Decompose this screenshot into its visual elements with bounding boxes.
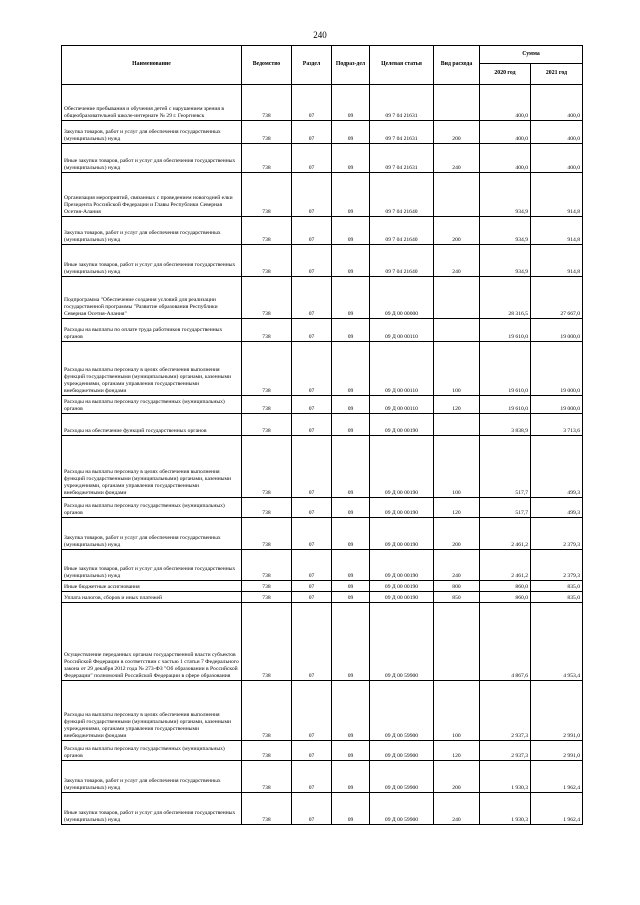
row-name: Закупка товаров, работ и услуг для обеспечения государственных (муниципальных) нужд bbox=[62, 518, 242, 550]
row-subsection: 09 bbox=[332, 277, 370, 319]
header-section: Раздел bbox=[292, 46, 332, 85]
header-expense-type: Вид расхода bbox=[434, 46, 480, 85]
row-name: Расходы на обеспечение функций государственных органов bbox=[62, 414, 242, 436]
row-name: Иные бюджетные ассигнования bbox=[62, 581, 242, 592]
table-row bbox=[62, 396, 583, 414]
header-department: Ведомство bbox=[242, 46, 292, 85]
row-subsection: 09 bbox=[332, 85, 370, 121]
row-expense-type: 240 bbox=[434, 550, 480, 581]
row-amount-2021: 19 000,0 bbox=[531, 319, 583, 342]
row-subsection: 09 bbox=[332, 793, 370, 825]
row-expense-type bbox=[434, 414, 480, 436]
row-expense-type bbox=[434, 319, 480, 342]
row-amount-2021: 1 962,4 bbox=[531, 793, 583, 825]
table-row bbox=[62, 550, 583, 581]
row-subsection: 09 bbox=[332, 681, 370, 741]
table-row bbox=[62, 518, 583, 550]
row-amount-2021: 2 379,3 bbox=[531, 550, 583, 581]
row-expense-type: 800 bbox=[434, 581, 480, 592]
row-expense-type: 100 bbox=[434, 681, 480, 741]
row-name: Расходы на выплаты персоналу государственных (муниципальных) органов bbox=[62, 741, 242, 761]
row-department: 738 bbox=[242, 277, 292, 319]
row-name: Закупка товаров, работ и услуг для обеспечения государственных (муниципальных) нужд bbox=[62, 761, 242, 793]
row-expense-type: 100 bbox=[434, 436, 480, 498]
row-target-article: 09 Д 00 59900 bbox=[370, 603, 434, 681]
table-row bbox=[62, 592, 583, 603]
row-amount-2020: 19 610,0 bbox=[480, 396, 531, 414]
row-name: Расходы на выплаты персоналу в целях обеспечения выполнения функций государственными (муниципальными) органами, казенными учреждениями, органами управления государственными внебюджетными фондами bbox=[62, 436, 242, 498]
row-expense-type: 120 bbox=[434, 741, 480, 761]
row-subsection: 09 bbox=[332, 581, 370, 592]
row-department: 738 bbox=[242, 319, 292, 342]
row-name: Расходы на выплаты по оплате труда работников государственных органов bbox=[62, 319, 242, 342]
row-department: 738 bbox=[242, 245, 292, 277]
row-amount-2020: 400,0 bbox=[480, 121, 531, 144]
page-number: 240 bbox=[313, 30, 327, 40]
row-expense-type: 200 bbox=[434, 121, 480, 144]
row-expense-type bbox=[434, 85, 480, 121]
row-department: 738 bbox=[242, 741, 292, 761]
row-target-article: 09 Д 00 00190 bbox=[370, 592, 434, 603]
row-amount-2020: 860,0 bbox=[480, 592, 531, 603]
table-body bbox=[62, 85, 583, 825]
row-department: 738 bbox=[242, 342, 292, 396]
row-target-article: 09 Д 00 59900 bbox=[370, 761, 434, 793]
row-name: Закупка товаров, работ и услуг для обеспечения государственных (муниципальных) нужд bbox=[62, 121, 242, 144]
row-amount-2021: 499,3 bbox=[531, 498, 583, 518]
row-subsection: 09 bbox=[332, 603, 370, 681]
row-amount-2020: 934,9 bbox=[480, 217, 531, 245]
row-name: Обеспечение пребывания и обучения детей с нарушением зрения в общеобразовательной школе-интернате № 29 г. Георгиевск bbox=[62, 85, 242, 121]
row-section: 07 bbox=[292, 277, 332, 319]
row-section: 07 bbox=[292, 85, 332, 121]
row-department: 738 bbox=[242, 173, 292, 217]
row-department: 738 bbox=[242, 85, 292, 121]
row-amount-2021: 835,0 bbox=[531, 592, 583, 603]
row-section: 07 bbox=[292, 518, 332, 550]
row-subsection: 09 bbox=[332, 121, 370, 144]
header-name: Наименование bbox=[62, 46, 242, 85]
row-target-article: 09 Д 00 00110 bbox=[370, 396, 434, 414]
row-section: 07 bbox=[292, 436, 332, 498]
row-amount-2020: 28 316,5 bbox=[480, 277, 531, 319]
table-row bbox=[62, 342, 583, 396]
header-year-2020: 2020 год bbox=[480, 64, 531, 85]
row-amount-2021: 27 667,0 bbox=[531, 277, 583, 319]
row-target-article: 09 7 04 21631 bbox=[370, 85, 434, 121]
row-subsection: 09 bbox=[332, 396, 370, 414]
row-amount-2020: 517,7 bbox=[480, 436, 531, 498]
header-year-2021: 2021 год bbox=[531, 64, 583, 85]
row-expense-type: 100 bbox=[434, 342, 480, 396]
row-amount-2021: 2 991,0 bbox=[531, 741, 583, 761]
row-amount-2020: 1 930,3 bbox=[480, 793, 531, 825]
header-subsection: Подраз-дел bbox=[332, 46, 370, 85]
row-target-article: 09 Д 00 00190 bbox=[370, 436, 434, 498]
row-section: 07 bbox=[292, 761, 332, 793]
row-name: Расходы на выплаты персоналу в целях обеспечения выполнения функций государственными (муниципальными) органами, казенными учреждениями, органами управления государственными внебюджетными фондами bbox=[62, 342, 242, 396]
row-amount-2021: 19 000,0 bbox=[531, 342, 583, 396]
header-target-article: Целевая статья bbox=[370, 46, 434, 85]
row-amount-2020: 1 930,3 bbox=[480, 761, 531, 793]
row-target-article: 09 Д 00 00110 bbox=[370, 342, 434, 396]
row-subsection: 09 bbox=[332, 498, 370, 518]
table-row bbox=[62, 121, 583, 144]
row-target-article: 09 Д 00 00190 bbox=[370, 518, 434, 550]
row-amount-2021: 914,8 bbox=[531, 245, 583, 277]
row-department: 738 bbox=[242, 217, 292, 245]
row-subsection: 09 bbox=[332, 173, 370, 217]
row-amount-2020: 19 610,0 bbox=[480, 319, 531, 342]
row-subsection: 09 bbox=[332, 144, 370, 173]
row-section: 07 bbox=[292, 245, 332, 277]
row-amount-2020: 3 838,9 bbox=[480, 414, 531, 436]
row-section: 07 bbox=[292, 550, 332, 581]
row-subsection: 09 bbox=[332, 518, 370, 550]
row-name: Расходы на выплаты персоналу в целях обеспечения выполнения функций государственными (муниципальными) органами, казенными учреждениями, органами управления государственными внебюджетными фондами bbox=[62, 681, 242, 741]
row-expense-type bbox=[434, 603, 480, 681]
row-expense-type: 240 bbox=[434, 144, 480, 173]
row-amount-2021: 3 713,6 bbox=[531, 414, 583, 436]
row-section: 07 bbox=[292, 581, 332, 592]
row-name: Подпрограмма "Обеспечение создания условий для реализации государственной программы "Развитие образования Республики Северная Осетия-Алания" bbox=[62, 277, 242, 319]
row-subsection: 09 bbox=[332, 319, 370, 342]
row-target-article: 09 Д 00 00000 bbox=[370, 277, 434, 319]
row-subsection: 09 bbox=[332, 414, 370, 436]
table-row bbox=[62, 319, 583, 342]
row-amount-2021: 400,0 bbox=[531, 121, 583, 144]
table-row bbox=[62, 217, 583, 245]
row-name: Иные закупки товаров, работ и услуг для обеспечения государственных (муниципальных) нужд bbox=[62, 144, 242, 173]
row-subsection: 09 bbox=[332, 741, 370, 761]
row-section: 07 bbox=[292, 342, 332, 396]
row-name: Уплата налогов, сборов и иных платежей bbox=[62, 592, 242, 603]
row-target-article: 09 Д 00 00190 bbox=[370, 550, 434, 581]
row-name: Расходы на выплаты персоналу государственных (муниципальных) органов bbox=[62, 498, 242, 518]
row-amount-2021: 2 379,3 bbox=[531, 518, 583, 550]
row-amount-2021: 2 991,0 bbox=[531, 681, 583, 741]
row-subsection: 09 bbox=[332, 550, 370, 581]
row-section: 07 bbox=[292, 396, 332, 414]
row-target-article: 09 Д 00 59900 bbox=[370, 681, 434, 741]
row-section: 07 bbox=[292, 121, 332, 144]
row-department: 738 bbox=[242, 681, 292, 741]
row-target-article: 09 7 04 21631 bbox=[370, 144, 434, 173]
row-department: 738 bbox=[242, 761, 292, 793]
table-row bbox=[62, 85, 583, 121]
row-section: 07 bbox=[292, 414, 332, 436]
row-department: 738 bbox=[242, 498, 292, 518]
row-section: 07 bbox=[292, 173, 332, 217]
row-amount-2021: 400,0 bbox=[531, 144, 583, 173]
row-amount-2021: 914,8 bbox=[531, 173, 583, 217]
row-name: Закупка товаров, работ и услуг для обеспечения государственных (муниципальных) нужд bbox=[62, 217, 242, 245]
row-amount-2020: 934,9 bbox=[480, 173, 531, 217]
row-amount-2020: 19 610,0 bbox=[480, 342, 531, 396]
budget-table bbox=[61, 45, 583, 825]
row-department: 738 bbox=[242, 436, 292, 498]
row-section: 07 bbox=[292, 741, 332, 761]
row-expense-type: 240 bbox=[434, 793, 480, 825]
row-department: 738 bbox=[242, 603, 292, 681]
table-row bbox=[62, 761, 583, 793]
row-department: 738 bbox=[242, 581, 292, 592]
row-section: 07 bbox=[292, 144, 332, 173]
row-target-article: 09 Д 00 00190 bbox=[370, 414, 434, 436]
row-subsection: 09 bbox=[332, 436, 370, 498]
row-department: 738 bbox=[242, 121, 292, 144]
row-department: 738 bbox=[242, 396, 292, 414]
row-amount-2021: 400,0 bbox=[531, 85, 583, 121]
row-section: 07 bbox=[292, 498, 332, 518]
row-subsection: 09 bbox=[332, 245, 370, 277]
row-expense-type: 240 bbox=[434, 245, 480, 277]
row-name: Иные закупки товаров, работ и услуг для обеспечения государственных (муниципальных) нужд bbox=[62, 793, 242, 825]
row-section: 07 bbox=[292, 319, 332, 342]
row-amount-2021: 1 962,4 bbox=[531, 761, 583, 793]
row-expense-type: 200 bbox=[434, 217, 480, 245]
row-department: 738 bbox=[242, 414, 292, 436]
row-department: 738 bbox=[242, 144, 292, 173]
row-amount-2021: 4 953,4 bbox=[531, 603, 583, 681]
row-target-article: 09 Д 00 59900 bbox=[370, 793, 434, 825]
row-amount-2020: 517,7 bbox=[480, 498, 531, 518]
row-amount-2020: 400,0 bbox=[480, 144, 531, 173]
row-target-article: 09 Д 00 00190 bbox=[370, 581, 434, 592]
row-amount-2020: 934,9 bbox=[480, 245, 531, 277]
row-department: 738 bbox=[242, 550, 292, 581]
table-row bbox=[62, 414, 583, 436]
table-row bbox=[62, 436, 583, 498]
row-department: 738 bbox=[242, 592, 292, 603]
row-target-article: 09 Д 00 00110 bbox=[370, 319, 434, 342]
row-expense-type: 120 bbox=[434, 396, 480, 414]
row-amount-2021: 499,3 bbox=[531, 436, 583, 498]
row-amount-2020: 2 937,3 bbox=[480, 741, 531, 761]
table-row bbox=[62, 603, 583, 681]
row-name: Расходы на выплаты персоналу государственных (муниципальных) органов bbox=[62, 396, 242, 414]
row-amount-2020: 2 461,2 bbox=[480, 518, 531, 550]
row-name: Осуществление переданных органам государственной власти субъектов Российской Федерации в соответствии с частью 1 статьи 7 Федерального закона от 29 декабря 2012 года № 273-ФЗ "Об образовании в Российской Федерации" полномочий Российской Федерации в сфере образования bbox=[62, 603, 242, 681]
row-name: Организация мероприятий, связанных с проведением новогодней елки Президента Российской Федерации и Главы Республики Северная Осетия-Алания bbox=[62, 173, 242, 217]
row-amount-2020: 860,0 bbox=[480, 581, 531, 592]
row-name: Иные закупки товаров, работ и услуг для обеспечения государственных (муниципальных) нужд bbox=[62, 245, 242, 277]
row-target-article: 09 7 04 21631 bbox=[370, 121, 434, 144]
row-amount-2021: 914,8 bbox=[531, 217, 583, 245]
table-row bbox=[62, 581, 583, 592]
row-section: 07 bbox=[292, 592, 332, 603]
row-amount-2021: 835,0 bbox=[531, 581, 583, 592]
row-section: 07 bbox=[292, 681, 332, 741]
row-target-article: 09 Д 00 59900 bbox=[370, 741, 434, 761]
row-expense-type: 850 bbox=[434, 592, 480, 603]
row-department: 738 bbox=[242, 518, 292, 550]
header-sum: Сумма bbox=[480, 46, 583, 64]
row-amount-2021: 19 000,0 bbox=[531, 396, 583, 414]
row-amount-2020: 4 867,6 bbox=[480, 603, 531, 681]
row-expense-type bbox=[434, 277, 480, 319]
table-row bbox=[62, 681, 583, 741]
row-target-article: 09 Д 00 00190 bbox=[370, 498, 434, 518]
row-department: 738 bbox=[242, 793, 292, 825]
row-subsection: 09 bbox=[332, 217, 370, 245]
row-name: Иные закупки товаров, работ и услуг для обеспечения государственных (муниципальных) нужд bbox=[62, 550, 242, 581]
row-expense-type bbox=[434, 173, 480, 217]
table-row bbox=[62, 793, 583, 825]
table-row bbox=[62, 144, 583, 173]
row-target-article: 09 7 04 21640 bbox=[370, 173, 434, 217]
table-row bbox=[62, 173, 583, 217]
row-subsection: 09 bbox=[332, 342, 370, 396]
row-section: 07 bbox=[292, 217, 332, 245]
row-amount-2020: 400,0 bbox=[480, 85, 531, 121]
row-expense-type: 200 bbox=[434, 518, 480, 550]
table-row bbox=[62, 741, 583, 761]
row-section: 07 bbox=[292, 603, 332, 681]
row-expense-type: 200 bbox=[434, 761, 480, 793]
row-amount-2020: 2 461,2 bbox=[480, 550, 531, 581]
table-row bbox=[62, 498, 583, 518]
row-subsection: 09 bbox=[332, 592, 370, 603]
row-target-article: 09 7 04 21640 bbox=[370, 217, 434, 245]
row-subsection: 09 bbox=[332, 761, 370, 793]
row-amount-2020: 2 937,3 bbox=[480, 681, 531, 741]
table-row bbox=[62, 277, 583, 319]
row-expense-type: 120 bbox=[434, 498, 480, 518]
row-target-article: 09 7 04 21640 bbox=[370, 245, 434, 277]
row-section: 07 bbox=[292, 793, 332, 825]
table-row bbox=[62, 245, 583, 277]
